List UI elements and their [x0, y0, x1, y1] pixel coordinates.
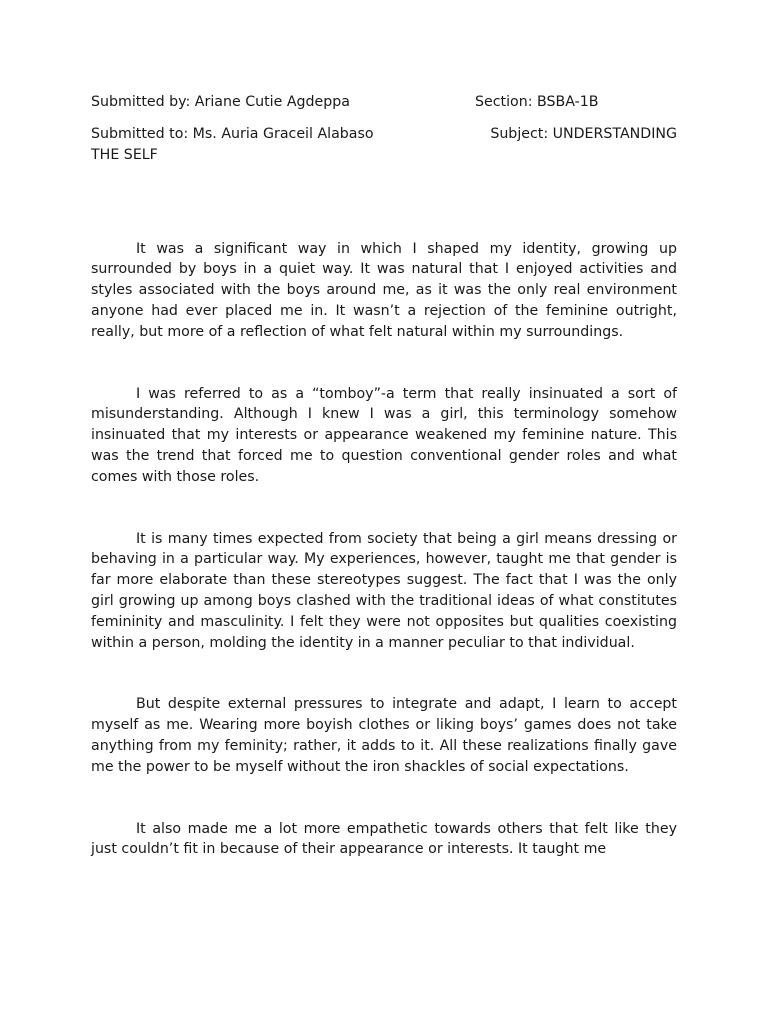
submitted-to-text: Submitted to: Ms. Auria Graceil Alabaso	[91, 126, 374, 142]
paragraph-4: But despite external pressures to integrate and adapt, I learn to accept myself as me. Wearing more boyish clothes or liking boys’ games does not take anything from my feminity; rather, it adds to it. All these realizations finally gave me the power to be myself without the iron shackles of social expectations.	[91, 696, 677, 775]
paragraph-1: It was a significant way in which I shaped my identity, growing up surrounded by boys in a quiet way. It was natural that I enjoyed activities and styles associated with the boys around me, as it was the only real environment anyone had ever placed me in. It wasn’t a rejection of the feminine outright, really, but more of a reflection of what felt natural within my surroundings.	[91, 240, 677, 340]
subject-continued-text: THE SELF	[91, 146, 158, 163]
paragraph-3: It is many times expected from society that being a girl means dressing or behaving in a particular way. My experiences, however, taught me that gender is far more elaborate than these stereotypes suggest. The fact that I was the only girl growing up among boys clashed with the traditional ideas of what constitutes femininity and masculinity. I felt they were not opposites but qualities coexisting within a person, molding the identity in a manner peculiar to that individual.	[91, 530, 677, 651]
subject-text: Subject: UNDERSTANDING	[490, 126, 677, 142]
section-text: Section: BSBA-1B	[475, 94, 599, 110]
submitted-by-text: Submitted by: Ariane Cutie Agdeppa	[91, 94, 350, 110]
paragraph-5: It also made me a lot more empathetic towards others that felt like they just couldn’t fit in because of their appearance or interests. It taught me	[91, 820, 677, 858]
document-page	[91, 92, 677, 901]
paragraph-2: I was referred to as a “tomboy”-a term that really insinuated a sort of misunderstanding. Although I knew I was a girl, this terminology somehow insinuated that my interests or appearance weakened my feminine nature. This was the trend that forced me to question conventional gender roles and what comes with those roles.	[91, 385, 677, 485]
header-row-submitted-by	[91, 92, 677, 113]
header-row-submitted-to	[91, 124, 677, 166]
essay-body	[91, 239, 677, 861]
